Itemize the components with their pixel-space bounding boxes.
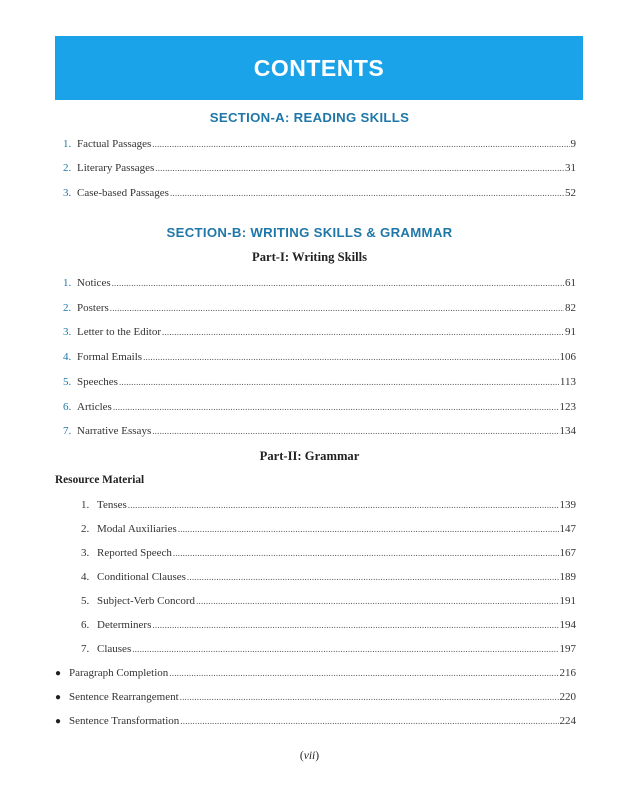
entry-page: 194 [559, 619, 576, 631]
entry-page: 220 [559, 691, 576, 703]
page-number [0, 750, 619, 762]
toc-entry[interactable] [81, 594, 576, 608]
entry-title: Notices [77, 277, 111, 289]
entry-title: Reported Speech [97, 547, 172, 559]
entry-number: 4. [63, 351, 72, 363]
entry-title: Tenses [97, 499, 127, 511]
entry-title: Paragraph Completion [69, 667, 169, 679]
dot-leader [152, 618, 558, 632]
bullet-icon: ● [55, 716, 62, 727]
toc-entry[interactable] [81, 546, 576, 560]
toc-entry[interactable] [81, 642, 576, 656]
dot-leader [173, 546, 559, 560]
entry-page: 167 [559, 547, 576, 559]
dot-leader [162, 325, 564, 339]
entry-page: 147 [559, 523, 576, 535]
toc-entry[interactable] [55, 666, 576, 680]
entry-title: Literary Passages [77, 162, 155, 174]
entry-number: 4. [81, 571, 90, 583]
entry-page: 31 [565, 162, 576, 174]
toc-entry[interactable] [63, 350, 576, 364]
bullet-icon: ● [55, 692, 62, 703]
entry-number: 1. [63, 138, 72, 150]
entry-title: Clauses [97, 643, 132, 655]
toc-entry[interactable] [81, 570, 576, 584]
entry-number: 5. [81, 595, 90, 607]
entry-page: 123 [559, 401, 576, 413]
toc-entry[interactable] [63, 325, 576, 339]
dot-leader [132, 642, 558, 656]
entry-page: 9 [570, 138, 576, 150]
entry-title: Subject-Verb Concord [97, 595, 196, 607]
entry-title: Determiners [97, 619, 152, 631]
toc-entry[interactable] [63, 186, 576, 200]
entry-title: Modal Auxiliaries [97, 523, 177, 535]
toc-entry[interactable] [63, 137, 576, 151]
part-1-heading: Part-I: Writing Skills [252, 250, 367, 264]
entry-title: Conditional Clauses [97, 571, 186, 583]
entry-number: 7. [81, 643, 90, 655]
dot-leader [155, 161, 564, 175]
bullet-icon: ● [55, 668, 62, 679]
resource-material-heading: Resource Material [55, 474, 145, 486]
entry-number: 7. [63, 425, 72, 437]
dot-leader [178, 522, 559, 536]
entry-number: 5. [63, 376, 72, 388]
toc-entry[interactable] [81, 522, 576, 536]
entry-title: Case-based Passages [77, 187, 169, 199]
entry-number: 1. [81, 499, 90, 511]
page-title: CONTENTS [253, 54, 385, 81]
entry-number: 1. [63, 277, 72, 289]
dot-leader [152, 137, 569, 151]
toc-entry[interactable] [55, 714, 576, 728]
dot-leader [143, 350, 558, 364]
section-b-heading: SECTION-B: WRITING SKILLS & GRAMMAR [166, 225, 453, 240]
page-number-label: (vii) [299, 750, 320, 762]
dot-leader [119, 375, 559, 389]
toc-entry[interactable] [63, 161, 576, 175]
part-2-heading: Part-II: Grammar [259, 449, 360, 463]
dot-leader [196, 594, 558, 608]
page-roman-numeral: vii [303, 750, 316, 762]
toc-entry[interactable] [63, 276, 576, 290]
entry-number: 2. [63, 302, 72, 314]
entry-page: 82 [565, 302, 576, 314]
entry-number: 3. [63, 326, 72, 338]
dot-leader [169, 666, 558, 680]
entry-title: Speeches [77, 376, 118, 388]
entry-title: Sentence Rearrangement [69, 691, 179, 703]
entry-title: Sentence Transformation [69, 715, 180, 727]
entry-page: 139 [559, 499, 576, 511]
dot-leader [170, 186, 564, 200]
entry-page: 191 [559, 595, 576, 607]
dot-leader [152, 424, 558, 438]
dot-leader [128, 498, 559, 512]
entry-number: 6. [63, 401, 72, 413]
entry-title: Letter to the Editor [77, 326, 161, 338]
toc-entry[interactable] [63, 400, 576, 414]
entry-title: Formal Emails [77, 351, 143, 363]
toc-entry[interactable] [63, 375, 576, 389]
toc-entry[interactable] [63, 301, 576, 315]
entry-page: 224 [559, 715, 576, 727]
entry-page: 134 [559, 425, 576, 437]
entry-number: 3. [63, 187, 72, 199]
entry-title: Articles [77, 401, 112, 413]
entry-page: 52 [565, 187, 576, 199]
dot-leader [112, 276, 564, 290]
entry-page: 189 [559, 571, 576, 583]
dot-leader [110, 301, 564, 315]
entry-page: 61 [565, 277, 576, 289]
entry-number: 2. [81, 523, 90, 535]
dot-leader [180, 714, 558, 728]
toc-entry[interactable] [81, 618, 576, 632]
entry-title: Posters [77, 302, 109, 314]
entry-number: 6. [81, 619, 90, 631]
dot-leader [113, 400, 559, 414]
entry-page: 113 [559, 376, 576, 388]
dot-leader [180, 690, 559, 704]
entry-title: Narrative Essays [77, 425, 152, 437]
dot-leader [187, 570, 559, 584]
toc-entry[interactable] [55, 690, 576, 704]
entry-page: 197 [559, 643, 576, 655]
contents-banner [55, 36, 583, 100]
entry-number: 3. [81, 547, 90, 559]
entry-page: 216 [559, 667, 576, 679]
entry-title: Factual Passages [77, 138, 152, 150]
entry-number: 2. [63, 162, 72, 174]
entry-page: 106 [559, 351, 576, 363]
section-a-heading: SECTION-A: READING SKILLS [209, 110, 410, 125]
toc-entry[interactable] [81, 498, 576, 512]
toc-entry[interactable] [63, 424, 576, 438]
entry-page: 91 [565, 326, 576, 338]
